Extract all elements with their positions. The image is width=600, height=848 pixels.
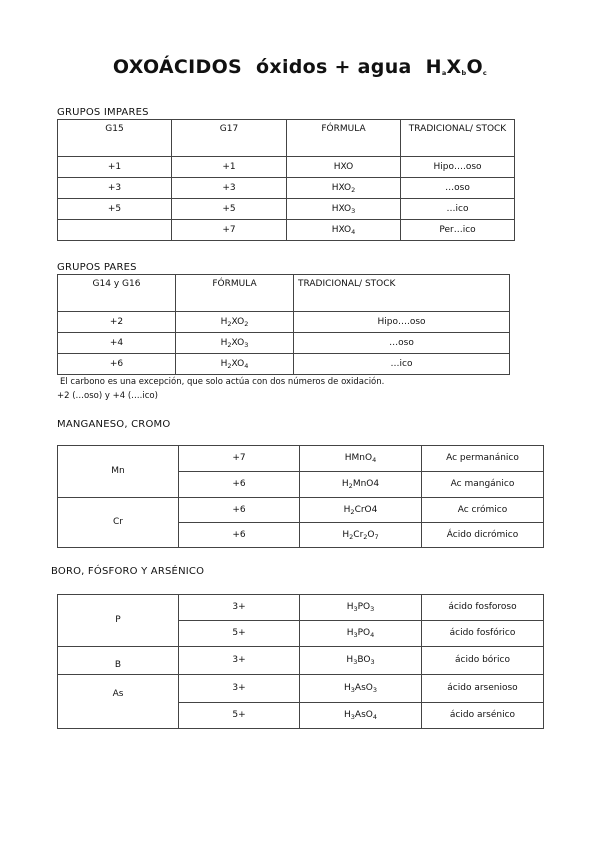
table-grupos-pares <box>57 274 510 375</box>
table-header-row <box>58 275 510 312</box>
header-g17: G17 <box>172 120 287 157</box>
table-row: 5+ $H_3PO_4$ ácido fosfórico <box>58 621 544 647</box>
table-header-row <box>58 120 515 157</box>
heading-manganeso-cromo: MANGANESO, CROMO <box>57 419 171 430</box>
table-row: +7 $HXO_4$ Per…ico <box>58 220 515 241</box>
header-formula: FÓRMULA <box>287 120 401 157</box>
element-cr: Cr <box>58 498 179 548</box>
table-row: Cr +6 $H_2CrO4$ Ac crómico <box>58 498 544 523</box>
header-tradicional: TRADICIONAL/ STOCK <box>401 120 515 157</box>
heading-boro-fosforo-arsenico: BORO, FÓSFORO Y ARSÉNICO <box>51 566 205 577</box>
heading-grupos-impares: GRUPOS IMPARES <box>57 107 149 118</box>
table-row: +6 $H_2MnO4$ Ac mangánico <box>58 472 544 498</box>
table-row: 5+ $H_3AsO_4$ ácido arsénico <box>58 703 544 729</box>
table-row: As 3+ $H_3AsO_3$ ácido arsenioso <box>58 675 544 703</box>
table-row: Mn +7 HMnO$_4$ Ac permanánico <box>58 446 544 472</box>
header-g15: G15 <box>58 120 172 157</box>
element-p: P <box>58 595 179 647</box>
table-row: +5 +5 $HXO_3$ …ico <box>58 199 515 220</box>
table-grupos-impares <box>57 119 515 241</box>
table-row: P 3+ $H_3PO_3$ ácido fosforoso <box>58 595 544 621</box>
table-row: +2 $H_2XO_2$ Hipo….oso <box>58 312 510 333</box>
page-title <box>0 56 600 78</box>
element-b: B <box>58 647 179 675</box>
table-row: +4 $H_2XO_3$ …oso <box>58 333 510 354</box>
element-as: As <box>58 675 179 729</box>
table-boro-fosforo-arsenico <box>57 594 544 729</box>
title-formula: $H_aX_bO_c$ <box>425 56 488 78</box>
header-formula: FÓRMULA <box>176 275 294 312</box>
table-row: +3 +3 $HXO_2$ …oso <box>58 178 515 199</box>
table-row: +1 +1 HXO Hipo….oso <box>58 157 515 178</box>
title-sub: óxidos + agua <box>256 56 412 78</box>
element-mn: Mn <box>58 446 179 498</box>
table-manganeso-cromo <box>57 445 544 548</box>
note-carbono-oxidacion: +2 (…oso) y +4 (….ico) <box>57 391 158 401</box>
note-carbono: El carbono es una excepción, que solo actúa con dos números de oxidación. <box>60 377 385 387</box>
header-g14-g16: G14 y G16 <box>58 275 176 312</box>
title-main: OXOÁCIDOS <box>112 56 243 78</box>
table-row: +6 $H_2XO_4$ …ico <box>58 354 510 375</box>
table-row: +6 $H_2Cr_2O_7$ Ácido dicrómico <box>58 523 544 548</box>
heading-grupos-pares: GRUPOS PARES <box>57 262 137 273</box>
header-tradicional: TRADICIONAL/ STOCK <box>294 275 510 312</box>
table-row: B 3+ $H_3BO_3$ ácido bórico <box>58 647 544 675</box>
